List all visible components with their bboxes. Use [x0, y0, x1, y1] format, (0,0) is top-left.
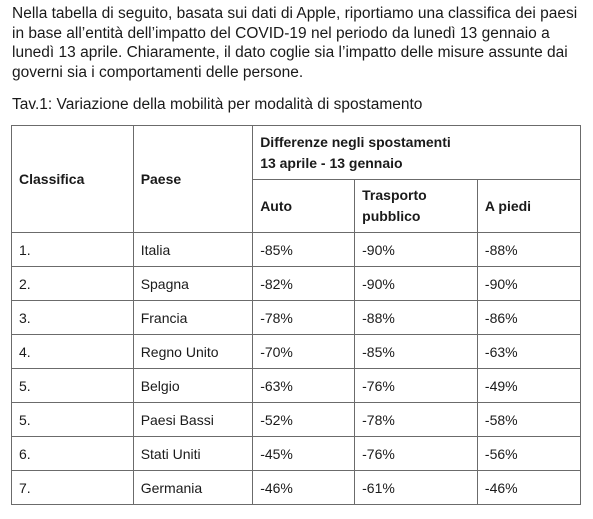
cell-walk: -56%	[477, 437, 580, 471]
table-row	[12, 267, 581, 301]
cell-walk: -58%	[477, 403, 580, 437]
cell-country: Germania	[133, 471, 253, 505]
cell-country: Stati Uniti	[133, 437, 253, 471]
table-caption: Tav.1: Variazione della mobilità per modalità di spostamento	[12, 96, 423, 113]
cell-walk: -49%	[477, 369, 580, 403]
table-row	[12, 335, 581, 369]
header-car: Auto	[253, 180, 355, 233]
cell-walk: -46%	[477, 471, 580, 505]
cell-rank: 3.	[12, 301, 134, 335]
cell-car: -63%	[253, 369, 355, 403]
cell-walk: -90%	[477, 267, 580, 301]
cell-car: -52%	[253, 403, 355, 437]
cell-car: -85%	[253, 233, 355, 267]
cell-transit: -88%	[355, 301, 478, 335]
cell-rank: 7.	[12, 471, 134, 505]
cell-country: Italia	[133, 233, 253, 267]
cell-car: -78%	[253, 301, 355, 335]
cell-rank: 5.	[12, 369, 134, 403]
cell-car: -45%	[253, 437, 355, 471]
cell-transit: -76%	[355, 369, 478, 403]
cell-transit: -78%	[355, 403, 478, 437]
cell-walk: -63%	[477, 335, 580, 369]
mobility-table	[11, 125, 581, 505]
table-row	[12, 437, 581, 471]
header-transit-line1: Trasporto	[362, 187, 427, 203]
cell-rank: 5.	[12, 403, 134, 437]
table-row	[12, 369, 581, 403]
cell-country: Belgio	[133, 369, 253, 403]
header-transit	[355, 180, 478, 233]
cell-car: -82%	[253, 267, 355, 301]
table-row	[12, 471, 581, 505]
cell-transit: -90%	[355, 267, 478, 301]
cell-country: Regno Unito	[133, 335, 253, 369]
cell-rank: 1.	[12, 233, 134, 267]
cell-transit: -76%	[355, 437, 478, 471]
cell-walk: -86%	[477, 301, 580, 335]
header-walk: A piedi	[477, 180, 580, 233]
cell-walk: -88%	[477, 233, 580, 267]
cell-transit: -85%	[355, 335, 478, 369]
intro-paragraph: Nella tabella di seguito, basata sui dati di Apple, riportiamo una classifica dei paesi in base all’entità dell’impatto del COVID-19 nel periodo da lunedì 13 gennaio a lunedì 13 aprile. Chiaramente, il dato coglie sia l’impatto delle misure assunte dai governi sia i comportamenti delle persone.	[12, 5, 578, 81]
table-row	[12, 233, 581, 267]
cell-transit: -61%	[355, 471, 478, 505]
cell-rank: 4.	[12, 335, 134, 369]
cell-car: -46%	[253, 471, 355, 505]
header-group	[253, 126, 581, 180]
table-row	[12, 403, 581, 437]
header-transit-line2: pubblico	[362, 208, 421, 224]
header-group-line1: Differenze negli spostamenti	[260, 133, 451, 150]
cell-transit: -90%	[355, 233, 478, 267]
cell-country: Paesi Bassi	[133, 403, 253, 437]
cell-rank: 2.	[12, 267, 134, 301]
cell-country: Spagna	[133, 267, 253, 301]
table-row	[12, 301, 581, 335]
header-country: Paese	[133, 126, 253, 233]
cell-country: Francia	[133, 301, 253, 335]
cell-rank: 6.	[12, 437, 134, 471]
header-rank: Classifica	[12, 126, 134, 233]
header-group-line2: 13 aprile - 13 gennaio	[260, 154, 403, 171]
cell-car: -70%	[253, 335, 355, 369]
